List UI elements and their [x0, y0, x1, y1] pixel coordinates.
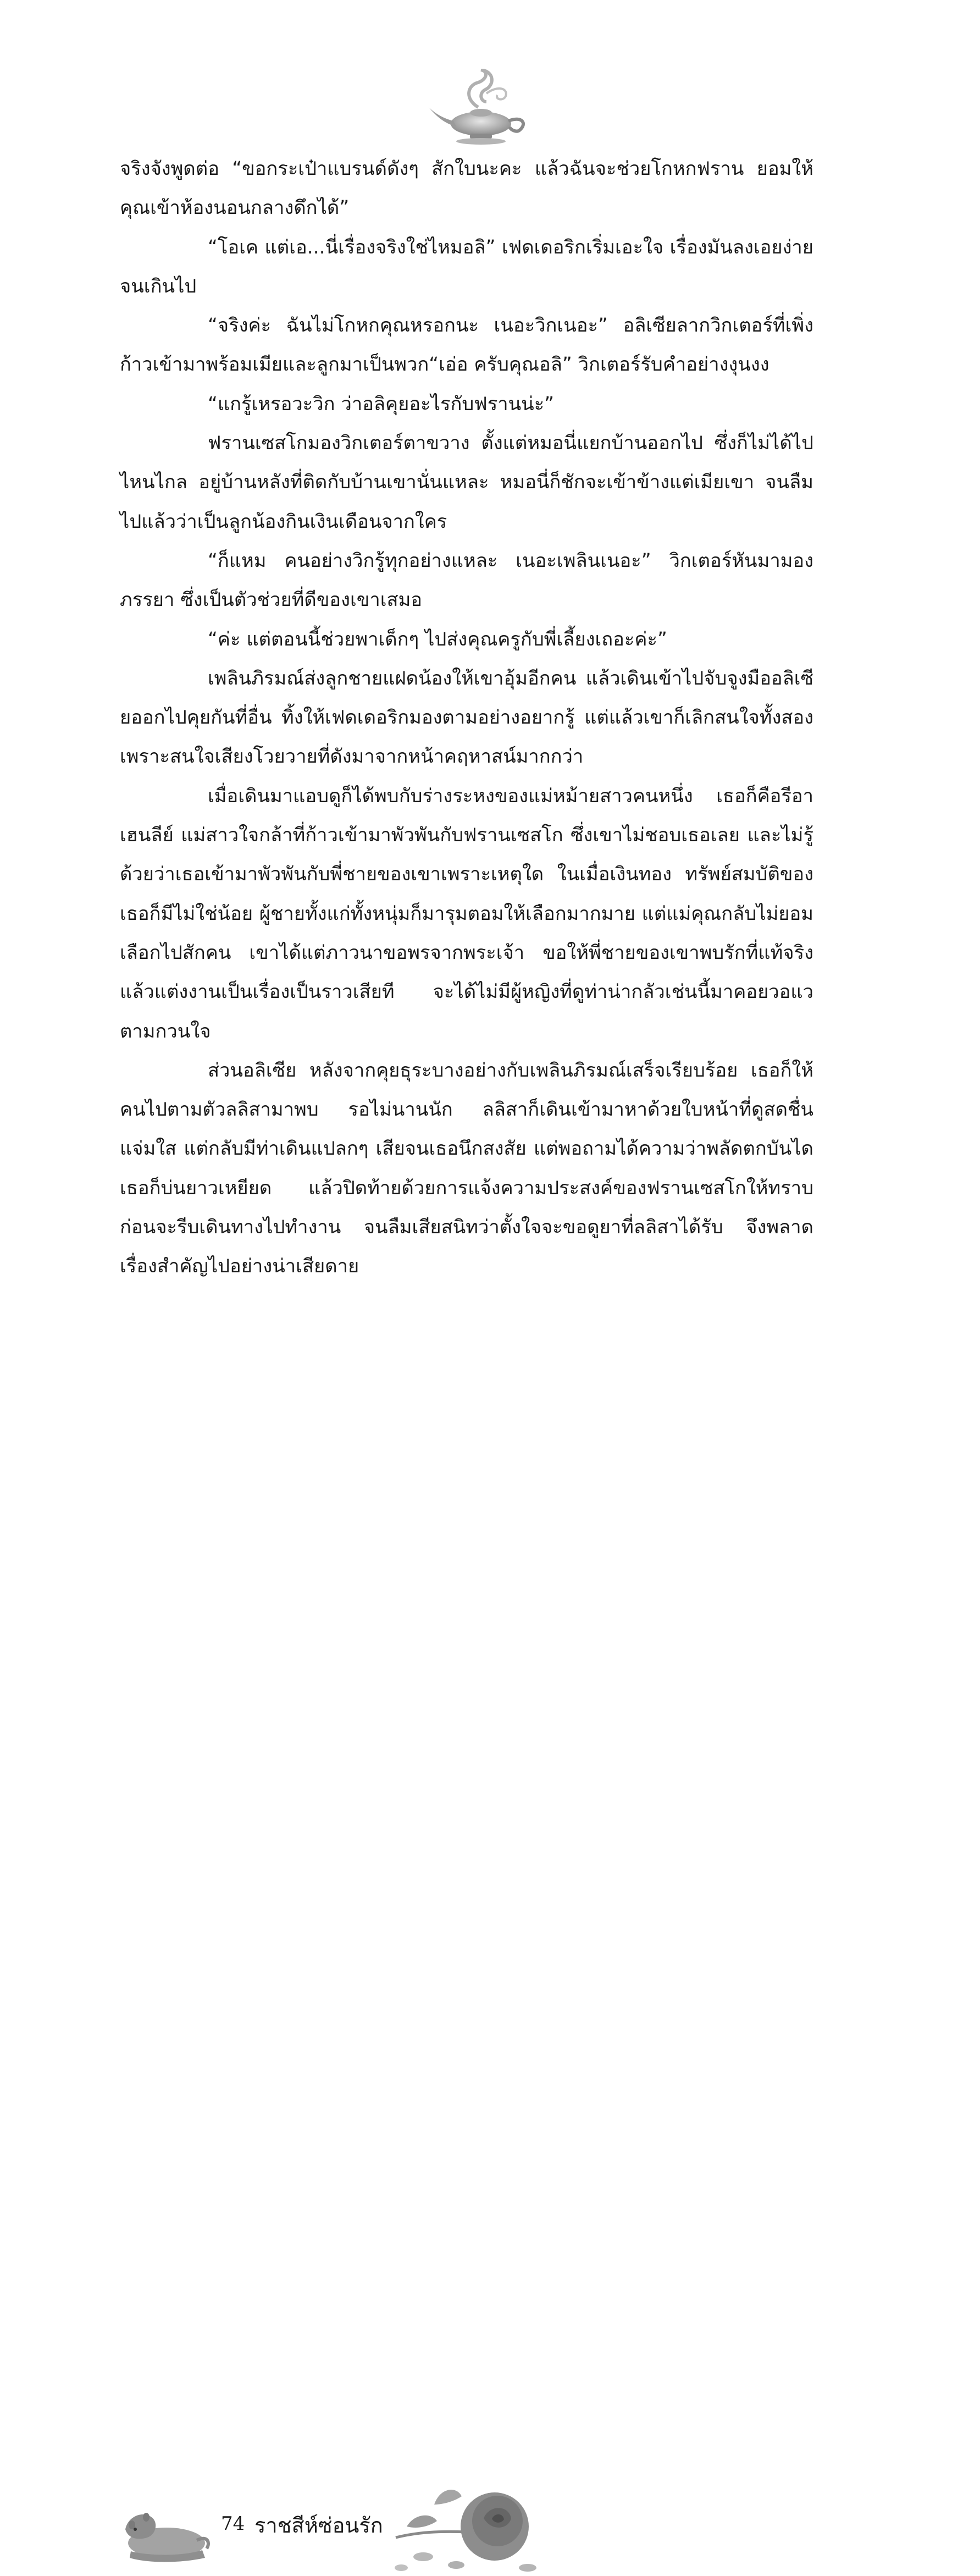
magic-lamp-icon — [426, 69, 536, 146]
page-number: 74 — [221, 2513, 245, 2535]
book-title: ราชสีห์ซ่อนรัก — [254, 2513, 383, 2538]
lioness-illustration — [114, 2491, 211, 2568]
paragraph: ฟรานเซสโกมองวิกเตอร์ตาขวาง ตั้งแต่หมอนี่แยกบ้านออกไป ซึ่งก็ไม่ได้ไปไหนไกล อยู่บ้านหลังที่ติดกับบ้านเขานั่นแหละ หมอนี่ก็ชักจะเข้าข้างแต่เมียเขา จนลืมไปแล้วว่าเป็นลูกน้องกินเงินเดือนจากใคร — [120, 432, 813, 533]
paragraph: ส่วนอลิเซีย หลังจากคุยธุระบางอย่างกับเพลินภิรมณ์เสร็จเรียบร้อย เธอก็ให้คนไปตามตัวลลิสามาพบ รอไม่นานนัก ลลิสาก็เดินเข้ามาหาด้วยใบหน้าที่ดูสดชื่นแจ่มใส แต่กลับมีท่าเดินแปลกๆ เสียจนเธอนึกสงสัย แต่พอถามได้ความว่าพลัดตกบันได เธอก็บ่นยาวเหยียด แล้วปิดท้ายด้วยการแจ้งความประสงค์ของฟรานเซสโกให้ทราบ ก่อนจะรีบเดินทางไปทำงาน จนลืมเสียสนิทว่าตั้งใจจะขอดูยาที่ลลิสาได้รับ จึงพลาดเรื่องสำคัญไปอย่างน่าเสียดาย — [120, 1059, 813, 1278]
paragraph: เพลินภิรมณ์ส่งลูกชายแฝดน้องให้เขาอุ้มอีกคน แล้วเดินเข้าไปจับจูงมืออลิเซียออกไปคุยกันที่อื่น ทิ้งให้เฟดเดอริกมองตามอย่างอยากรู้ แต่แล้วเขาก็เลิกสนใจทั้งสอง เพราะสนใจเสียงโวยวายที่ดังมาจากหน้าคฤหาสน์มากกว่า — [120, 667, 813, 768]
paragraph: “โอเค แต่เอ...นี่เรื่องจริงใช่ไหมอลิ” เฟดเดอริกเริ่มเอะใจ เรื่องมันลงเอยง่ายจนเกินไป — [120, 236, 813, 297]
paragraph: “ค่ะ แต่ตอนนี้ช่วยพาเด็กๆ ไปส่งคุณครูกับพี่เลี้ยงเถอะค่ะ” — [208, 628, 667, 650]
body-text — [120, 150, 813, 1287]
paragraph: “แกรู้เหรอวะวิก ว่าอลิคุยอะไรกับฟรานน่ะ” — [208, 393, 555, 415]
page-footer — [0, 1232, 980, 2538]
paragraph: “ก็แหม คนอย่างวิกรู้ทุกอย่างแหละ เนอะเพลินเนอะ” วิกเตอร์หันมามองภรรยา ซึ่งเป็นตัวช่วยที่ดีของเขาเสมอ — [120, 549, 813, 611]
paragraph: “จริงค่ะ ฉันไม่โกหกคุณหรอกนะ เนอะวิกเนอะ” อลิเซียลากวิกเตอร์ที่เพิ่งก้าวเข้ามาพร้อมเมียและลูกมาเป็นพวก“เอ่อ ครับคุณอลิ” วิกเตอร์รับคำอย่างงุนงง — [120, 315, 813, 376]
paragraph: เมื่อเดินมาแอบดูก็ได้พบกับร่างระหงของแม่หม้ายสาวคนหนึ่ง เธอก็คือรีอา เฮนลีย์ แม่สาวใจกล้าที่ก้าวเข้ามาพัวพันกับฟรานเซสโก ซึ่งเขาไม่ชอบเธอเลย และไม่รู้ด้วยว่าเธอเข้ามาพัวพันกับพี่ชายของเขาเพราะเหตุใด ในเมื่อเงินทอง ทรัพย์สมบัติของเธอก็มีไม่ใช่น้อย ผู้ชายทั้งแก่ทั้งหนุ่มก็มารุมตอมให้เลือกมากมาย แต่แม่คุณกลับไม่ยอมเลือกไปสักคน เขาได้แต่ภาวนาขอพรจากพระเจ้า ขอให้พี่ชายของเขาพบรักที่แท้จริง แล้วแต่งงานเป็นเรื่องเป็นราวเสียที จะได้ไม่มีผู้หญิงที่ดูท่าน่ากลัวเช่นนี้มาคอยวอแวตามกวนใจ — [120, 785, 813, 1042]
rose-illustration — [385, 2466, 544, 2576]
paragraph: จริงจังพูดต่อ “ขอกระเป๋าแบรนด์ดังๆ สักใบนะคะ แล้วฉันจะช่วยโกหกฟราน ยอมให้คุณเข้าห้องนอนกลางดึกได้” — [120, 158, 813, 219]
